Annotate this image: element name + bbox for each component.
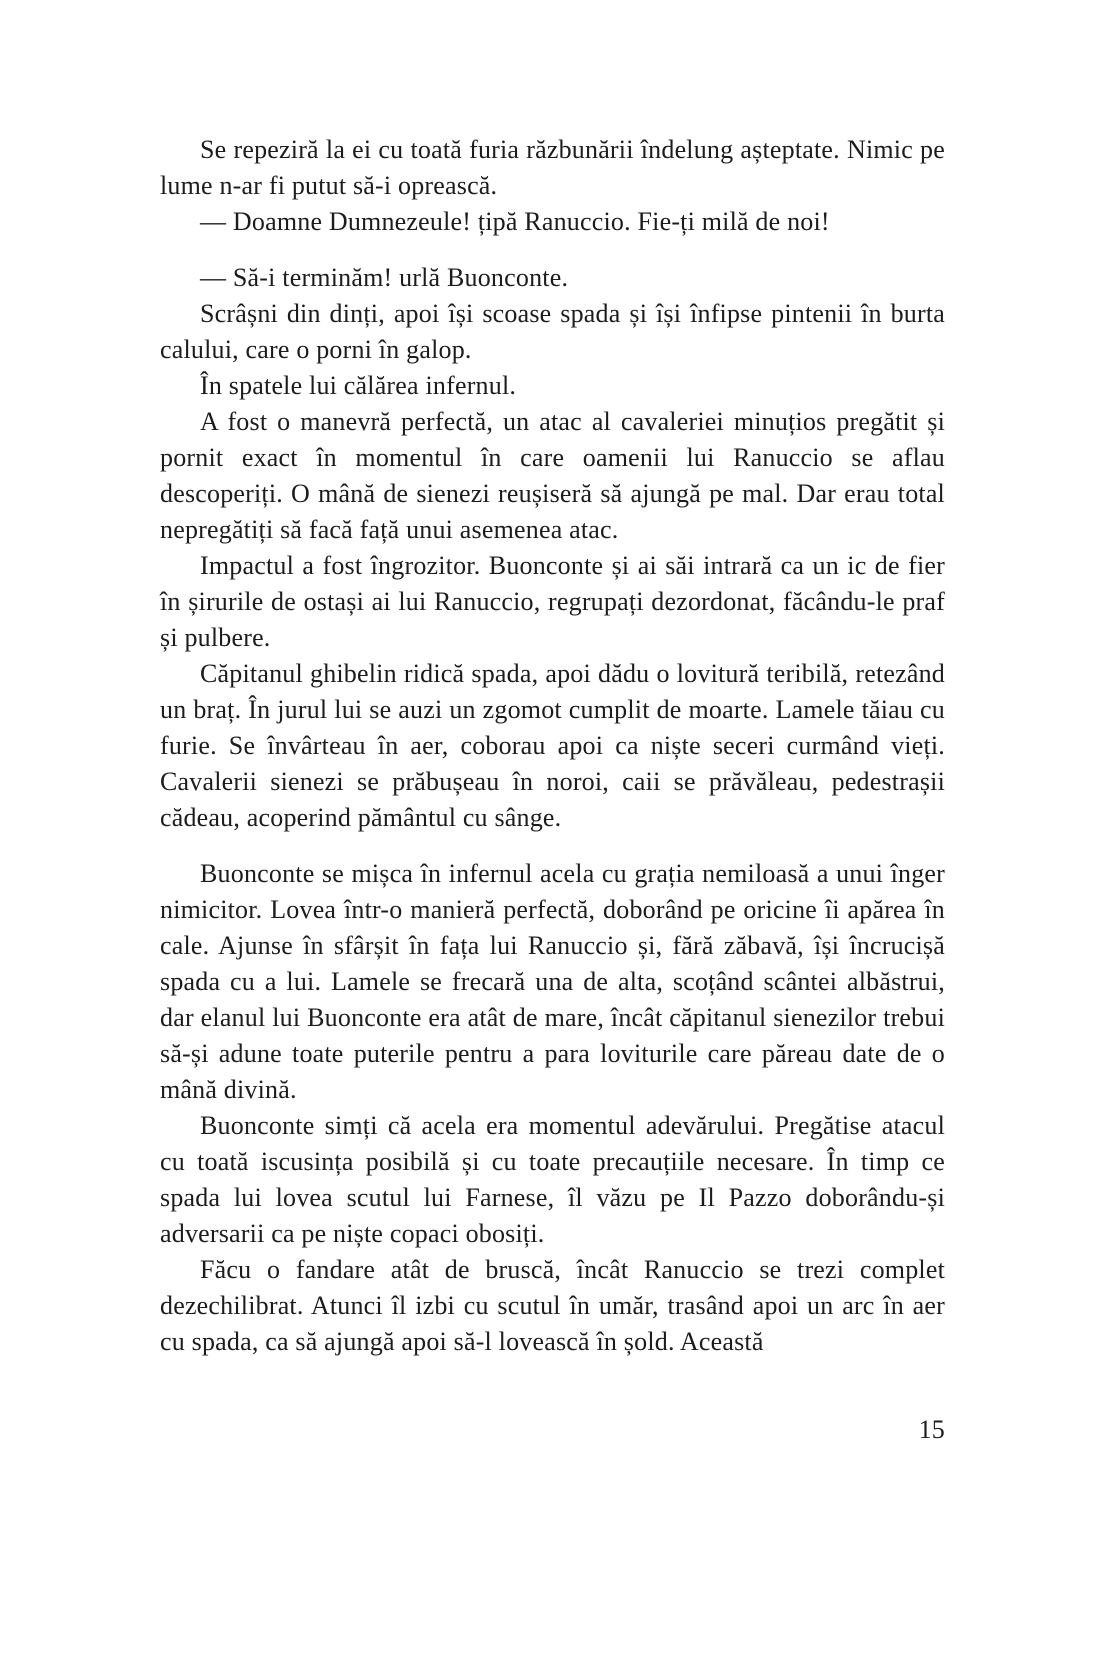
paragraph: Scrâșni din dinți, apoi își scoase spada și își înfipse pintenii în burta calului, care o porni în galop.	[160, 299, 945, 364]
paragraph: Căpitanul ghibelin ridică spada, apoi dădu o lovitură teribilă, retezând un braț. În jurul lui se auzi un zgomot cumplit de moarte. Lamele tăiau cu furie. Se învârteau în aer, coborau apoi ca niște seceri curmând vieți. Cavalerii sienezi se prăbușeau în noroi, caii se prăvăleau, pedestrașii cădeau, acoperind pământul cu sânge.	[160, 659, 945, 832]
page-text-block	[160, 132, 945, 1448]
paragraph: Buonconte simți că acela era momentul adevărului. Pregătise atacul cu toată iscusința posibilă și cu toate precauțiile necesare. În timp ce spada lui lovea scutul lui Farnese, îl văzu pe Il Pazzo doborându-și adversarii ca pe niște copaci obosiți.	[160, 1111, 945, 1248]
paragraph-dialogue: — Să-i terminăm! urlă Buonconte.	[200, 263, 569, 292]
page-number: 15	[918, 1415, 945, 1444]
paragraph: A fost o manevră perfectă, un atac al cavaleriei minuțios pregătit și pornit exact în momentul în care oamenii lui Ranuccio se aflau descoperiți. O mână de sienezi reușiseră să ajungă pe mal. Dar erau total nepregătiți să facă față unui asemenea atac.	[160, 407, 945, 544]
paragraph: Buonconte se mișca în infernul acela cu grația nemiloasă a unui înger nimicitor. Lovea într-o manieră perfectă, doborând pe oricine îi apărea în cale. Ajunse în sfârșit în fața lui Ranuccio și, fără zăbavă, își încrucișă spada cu a lui. Lamele se frecară una de alta, scoțând scântei albăstrui, dar elanul lui Buonconte era atât de mare, încât căpitanul sienezilor trebui să-și adune toate puterile pentru a para loviturile care păreau date de o mână divină.	[160, 859, 945, 1104]
paragraph: Impactul a fost îngrozitor. Buonconte și ai săi intrară ca un ic de fier în șirurile de ostași ai lui Ranuccio, regrupați dezordonat, făcându-le praf și pulbere.	[160, 551, 945, 652]
paragraph: În spatele lui călărea infernul.	[200, 371, 517, 400]
paragraph: Se repeziră la ei cu toată furia răzbunării îndelung așteptate. Nimic pe lume n-ar fi putut să-i oprească.	[160, 135, 945, 200]
paragraph-dialogue: — Doamne Dumnezeule! țipă Ranuccio. Fie-ți milă de noi!	[200, 207, 830, 236]
paragraph: Făcu o fandare atât de bruscă, încât Ranuccio se trezi complet dezechilibrat. Atunci îl izbi cu scutul în umăr, trasând apoi un arc în aer cu spada, ca să ajungă apoi să-l lovească în șold. Această	[160, 1255, 945, 1356]
